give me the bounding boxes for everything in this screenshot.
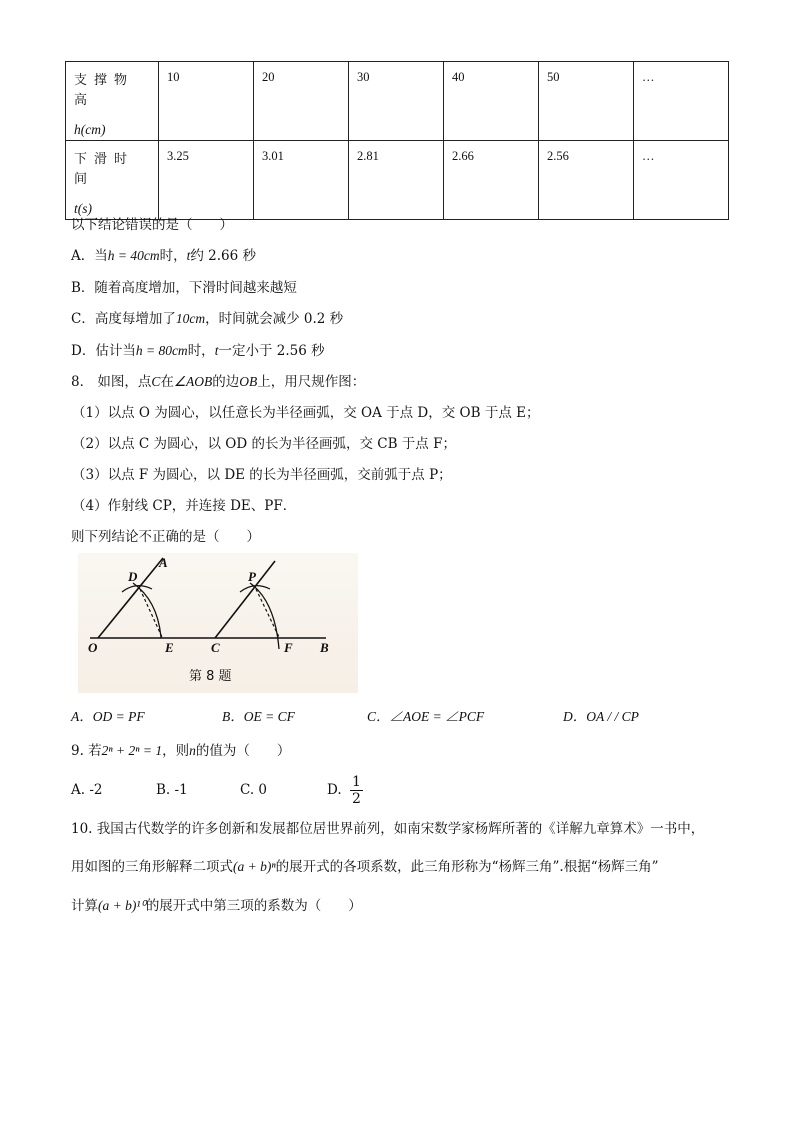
q8-prompt: 则下列结论不正确的是（ ） [71, 529, 260, 545]
q7-option-b: B．随着高度增加，下滑时间越来越短 [71, 280, 297, 296]
label-A: A [159, 555, 168, 570]
table-cell: 50 [539, 62, 634, 141]
q8-step-3: （3）以点 F 为圆心，以 DE 的长为半径画弧，交前弧于点 P； [72, 467, 452, 483]
q10-line-2: 用如图的三角形解释二项式(a + b)ⁿ的展开式的各项系数，此三角形称为“杨辉三角”.根据“杨辉三角” [71, 859, 659, 875]
label-E: E [165, 640, 174, 655]
table-cell: 30 [349, 62, 444, 141]
q9-option-a: A. -2 [71, 782, 103, 798]
label-D: D [128, 569, 138, 584]
label-P: P [248, 569, 256, 584]
row-label-height: 支撑物高 h(cm) [66, 62, 159, 141]
q7-option-a: A．当h = 40cm时，t约 2.66 秒 [71, 248, 257, 264]
table-cell: 3.01 [254, 141, 349, 220]
q8-option-d: D．OA / / CP [563, 709, 639, 724]
label-B: B [320, 640, 329, 655]
q8-figure [78, 553, 358, 693]
q10-line-1: 10. 我国古代数学的许多创新和发展都位居世界前列，如南宋数学家杨辉所著的《详解九章算术》一书中， [71, 821, 705, 837]
q10-line-3: 计算(a + b)¹⁰的展开式中第三项的系数为（ ） [71, 898, 362, 914]
label-O: O [88, 640, 98, 655]
data-table [65, 61, 729, 220]
q7-option-c: C．高度每增加了10cm，时间就会减少 0.2 秒 [71, 311, 344, 327]
table-row [66, 62, 729, 141]
figure-caption: 第 8 题 [189, 669, 232, 684]
q8-option-a: A．OD = PF [71, 709, 145, 724]
table-cell: 2.66 [444, 141, 539, 220]
label-F: F [284, 640, 293, 655]
table-cell: 40 [444, 62, 539, 141]
q8-stem: 8． 如图，点C在∠AOB的边OB上，用尺规作图： [71, 374, 366, 390]
q8-step-4: （4）作射线 CP，并连接 DE、PF． [72, 498, 297, 514]
q7-option-d: D．估计当h = 80cm时，t一定小于 2.56 秒 [71, 343, 325, 359]
q7-prompt: 以下结论错误的是（ ） [71, 217, 233, 233]
label-C: C [211, 640, 220, 655]
table-cell: 20 [254, 62, 349, 141]
table-cell: 2.81 [349, 141, 444, 220]
q8-step-1: （1）以点 O 为圆心，以任意长为半径画弧，交 OA 于点 D，交 OB 于点 E； [72, 405, 540, 421]
row-label-time: 下滑时间 t(s) [66, 141, 159, 220]
table-row [66, 141, 729, 220]
q8-option-c: C．∠AOE = ∠PCF [367, 709, 485, 724]
table-cell: … [634, 62, 729, 141]
q9-option-c: C. 0 [240, 782, 268, 798]
q8-step-2: （2）以点 C 为圆心，以 OD 的长为半径画弧，交 CB 于点 F； [72, 436, 456, 452]
q8-option-b: B．OE = CF [222, 709, 295, 724]
q9-option-d: D. $\frac{1}{2}$ [327, 774, 361, 807]
fraction: $\frac{1}{2}$ [351, 774, 361, 807]
table-cell: 10 [159, 62, 254, 141]
q9-stem: 9. 若2ⁿ + 2ⁿ = 1，则n的值为（ ） [71, 743, 291, 759]
table-cell: 3.25 [159, 141, 254, 220]
q9-option-b: B. -1 [156, 782, 188, 798]
table-cell: … [634, 141, 729, 220]
table-cell: 2.56 [539, 141, 634, 220]
